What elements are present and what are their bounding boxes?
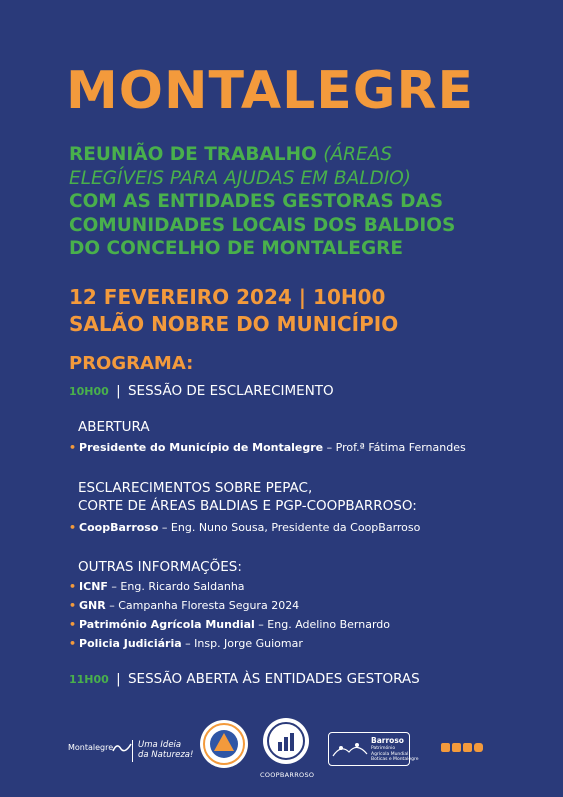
item-detail: – Campanha Floresta Segura 2024 — [105, 599, 300, 612]
social-icons — [441, 743, 485, 753]
youtube-icon[interactable] — [474, 743, 483, 752]
barroso-sub-1: Património — [371, 746, 396, 751]
meeting-line5: DO CONCELHO DE MONTALEGRE — [69, 238, 404, 259]
item-detail: – Eng. Adelino Bernardo — [254, 618, 390, 631]
footer-logos — [0, 710, 563, 780]
session-1-separator: | — [116, 383, 121, 399]
bullet: • — [69, 521, 77, 534]
list-item — [69, 634, 390, 653]
bullet: • — [69, 637, 77, 650]
event-time: 10H00 — [313, 285, 386, 309]
meeting-line1: REUNIÃO DE TRABALHO — [69, 144, 317, 165]
item-name: Policia Judiciária — [79, 637, 182, 650]
barroso-sub-2: Agrícola Mundial — [371, 751, 409, 757]
item-name: Património Agrícola Mundial — [79, 618, 255, 631]
item-detail: – Eng. Ricardo Saldanha — [107, 580, 245, 593]
bullet: • — [69, 441, 77, 454]
outras-section — [78, 558, 242, 576]
item-detail: – Eng. Nuno Sousa, Presidente da CoopBarroso — [158, 521, 421, 534]
session-2-label: SESSÃO ABERTA ÀS ENTIDADES GESTORAS — [127, 671, 420, 687]
meeting-line2-italic: ELEGÍVEIS PARA AJUDAS EM BALDIO) — [69, 167, 412, 189]
esclarecimentos-list — [69, 518, 420, 537]
item-detail: – Prof.ª Fátima Fernandes — [323, 441, 466, 454]
list-item — [69, 615, 390, 634]
event-date: 12 FEVEREIRO 2024 — [69, 285, 292, 309]
slogan-line-2: da Natureza! — [138, 750, 194, 760]
list-item — [69, 596, 390, 615]
twitter-icon[interactable] — [463, 743, 472, 752]
abertura-list — [69, 438, 466, 457]
item-name: GNR — [79, 599, 106, 612]
event-details — [69, 284, 398, 338]
facebook-icon[interactable] — [441, 743, 450, 752]
coopbarroso-label: COOPBARROSO — [260, 771, 315, 779]
coop-chart-icon — [263, 718, 309, 764]
outras-list — [69, 577, 390, 653]
wave-icon — [112, 740, 132, 754]
list-item — [69, 518, 420, 537]
meeting-description — [69, 143, 539, 261]
page-title: MONTALEGRE — [66, 61, 475, 121]
item-name: Presidente do Município de Montalegre — [79, 441, 324, 454]
item-name: ICNF — [79, 580, 108, 593]
coopbarroso-emblem — [263, 718, 309, 764]
barroso-name: Barroso — [371, 736, 404, 745]
meeting-line4: COMUNIDADES LOCAIS DOS BALDIOS — [69, 214, 456, 236]
esclarecimentos-heading-1: ESCLARECIMENTOS SOBRE PEPAC, — [78, 480, 313, 496]
session-2-separator: | — [116, 671, 121, 687]
barroso-sub-3: Boticas e Montalegre — [371, 757, 419, 762]
coopbarroso-logo — [260, 718, 315, 780]
bullet: • — [69, 599, 77, 612]
protecao-civil-seal — [200, 720, 248, 768]
bullet: • — [69, 580, 77, 593]
abertura-heading: ABERTURA — [78, 419, 150, 435]
abertura-section — [78, 418, 150, 436]
programa-heading: PROGRAMA: — [69, 353, 194, 374]
slogan-line-1: Uma Ideia — [138, 740, 182, 750]
session-1 — [69, 382, 334, 401]
item-name: CoopBarroso — [79, 521, 159, 534]
bullet: • — [69, 618, 77, 631]
montalegre-logo-name: Montalegre — [68, 743, 114, 752]
instagram-icon[interactable] — [452, 743, 461, 752]
logo-divider — [132, 740, 133, 762]
list-item — [69, 577, 390, 596]
esclarecimentos-section — [78, 479, 417, 515]
montalegre-logo — [68, 740, 218, 770]
session-1-label: SESSÃO DE ESCLARECIMENTO — [127, 383, 334, 399]
event-venue: SALÃO NOBRE DO MUNICÍPIO — [69, 312, 399, 336]
meeting-line1-italic: (ÁREAS — [323, 144, 393, 165]
civil-protection-icon — [200, 720, 248, 768]
barroso-subtitle — [371, 746, 418, 763]
meeting-line3: COM AS ENTIDADES GESTORAS DAS — [69, 191, 444, 212]
list-item — [69, 438, 466, 457]
esclarecimentos-heading-2: CORTE DE ÁREAS BALDIAS E PGP-COOPBARROSO: — [78, 498, 417, 514]
session-2-time: 11H00 — [69, 673, 109, 686]
outras-heading: OUTRAS INFORMAÇÕES: — [78, 559, 242, 575]
montalegre-slogan — [138, 740, 193, 760]
session-2 — [69, 670, 420, 689]
barroso-logo — [328, 732, 419, 766]
session-1-time: 10H00 — [69, 385, 109, 398]
event-separator: | — [298, 285, 307, 309]
barroso-landscape-icon — [331, 734, 369, 764]
item-detail: – Insp. Jorge Guiomar — [181, 637, 303, 650]
